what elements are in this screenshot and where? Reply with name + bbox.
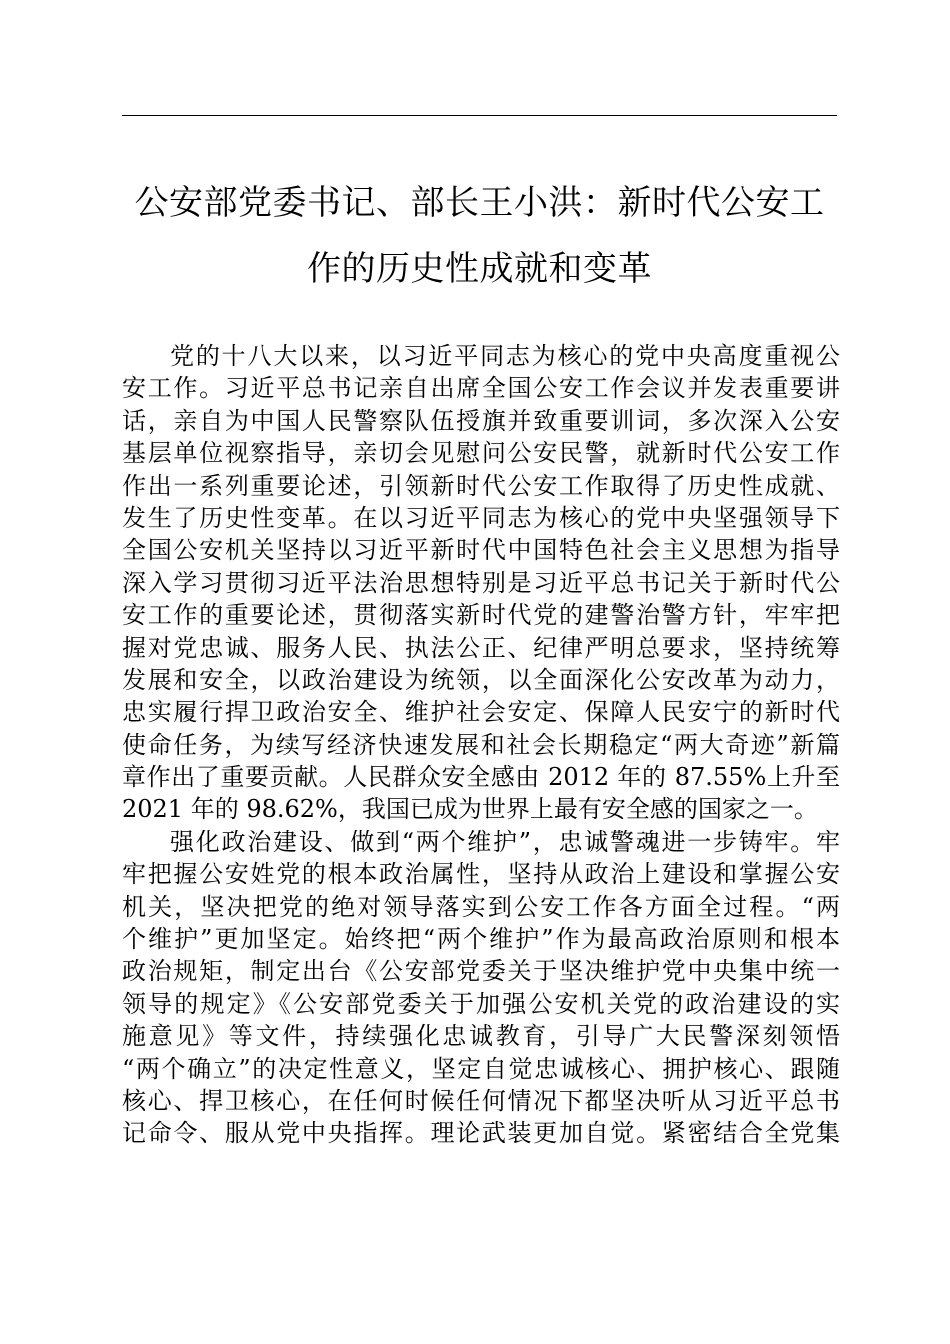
text-line: 2021 年的 98.62%，我国已成为世界上最有安全感的国家之一。 [122, 795, 818, 824]
paragraph-intro [122, 340, 840, 826]
text-line: 忠实履行捍卫政治安全、维护社会安定、保障人民安宁的新时代 [122, 698, 840, 727]
text-line: 政治规矩，制定出台《公安部党委关于坚决维护党中央集中统一 [122, 957, 840, 986]
text-line: 作出一系列重要论述，引领新时代公安工作取得了历史性成就、 [122, 471, 840, 500]
text-line: 记命令、服从党中央指挥。理论武装更加自觉。紧密结合全党集 [122, 1119, 840, 1148]
text-line: 基层单位视察指导，亲切会见慰问公安民警，就新时代公安工作 [122, 439, 840, 468]
text-line: 安工作。习近平总书记亲自出席全国公安工作会议并发表重要讲 [122, 374, 840, 403]
text-line: 领导的规定》《公安部党委关于加强公安机关党的政治建设的实 [122, 989, 840, 1018]
text-line: 核心、捍卫核心，在任何时候任何情况下都坚决听从习近平总书 [122, 1086, 840, 1115]
text-line: “两个确立”的决定性意义，坚定自觉忠诚核心、拥护核心、跟随 [122, 1054, 840, 1083]
text-line: 话，亲自为中国人民警察队伍授旗并致重要训词，多次深入公安 [122, 406, 840, 435]
text-line: 全国公安机关坚持以习近平新时代中国特色社会主义思想为指导 [122, 536, 840, 565]
text-line: 机关，坚决把党的绝对领导落实到公安工作各方面全过程。“两 [122, 892, 840, 921]
text-line: 发生了历史性变革。在以习近平同志为核心的党中央坚强领导下 [122, 503, 840, 532]
title-line: 作的历史性成就和变革 [307, 249, 652, 289]
text-line: 深入学习贯彻习近平法治思想特别是习近平总书记关于新时代公 [122, 568, 840, 597]
header-rule [122, 115, 837, 116]
document-body [122, 340, 840, 1150]
paragraph-political-building [122, 826, 840, 1150]
text-line: 安工作的重要论述，贯彻落实新时代党的建警治警方针，牢牢把 [122, 601, 840, 630]
text-line: 握对党忠诚、服务人民、执法公正、纪律严明总要求，坚持统筹 [122, 633, 840, 662]
title-line: 公安部党委书记、部长王小洪：新时代公安工 [134, 183, 825, 223]
text-line: 个维护”更加坚定。始终把“两个维护”作为最高政治原则和根本 [122, 925, 840, 954]
text-line: 使命任务，为续写经济快速发展和社会长期稳定“两大奇迹”新篇 [122, 730, 840, 759]
document-title [122, 170, 837, 302]
text-line: 发展和安全，以政治建设为统领，以全面深化公安改革为动力， [122, 665, 840, 694]
text-line: 党的十八大以来，以习近平同志为核心的党中央高度重视公 [170, 342, 840, 370]
text-line: 强化政治建设、做到“两个维护”，忠诚警魂进一步铸牢。牢 [170, 827, 840, 856]
text-line: 章作出了重要贡献。人民群众安全感由 2012 年的 87.55%上升至 [122, 763, 840, 792]
text-line: 施意见》等文件，持续强化忠诚教育，引导广大民警深刻领悟 [122, 1022, 840, 1051]
text-line: 牢把握公安姓党的根本政治属性，坚持从政治上建设和掌握公安 [122, 860, 840, 889]
